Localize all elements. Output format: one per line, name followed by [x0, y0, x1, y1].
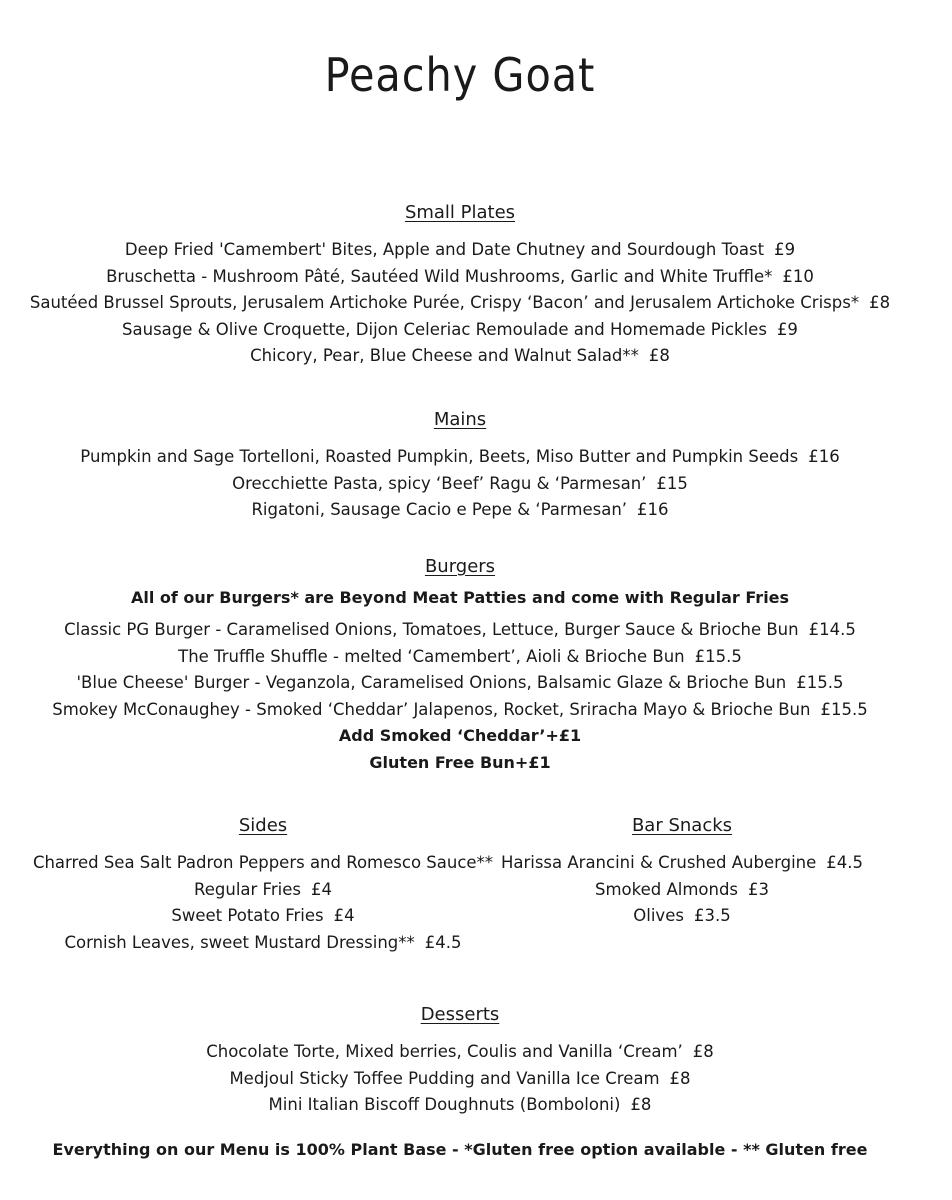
- menu-item-name: Medjoul Sticky Toffee Pudding and Vanilla Ice Cream: [229, 1068, 660, 1088]
- menu-item: [0, 697, 920, 724]
- menu-item-price: £16: [637, 500, 669, 519]
- menu-item-name: Gluten Free Bun: [369, 752, 515, 772]
- menu-item: [482, 877, 882, 904]
- menu-item-price: +£1: [545, 726, 582, 745]
- menu-item: [0, 317, 920, 344]
- menu-item-price: £4.5: [826, 853, 864, 872]
- menu-item: [0, 444, 920, 471]
- menu-item: [0, 497, 920, 524]
- section-heading-small-plates: Small Plates: [404, 202, 516, 223]
- section-heading-sides: Sides: [238, 815, 288, 836]
- menu-item-price: £8: [869, 293, 891, 312]
- menu-item-name: Rigatoni, Sausage Cacio e Pepe & ‘Parmesan’: [251, 500, 628, 519]
- menu-item: [0, 877, 526, 904]
- addon-item: [0, 750, 920, 777]
- menu-item: [0, 670, 920, 697]
- menu-item-name: Classic PG Burger - Caramelised Onions, Tomatoes, Lettuce, Burger Sauce & Brioche Bun: [64, 620, 799, 639]
- section-heading-bar-snacks: Bar Snacks: [631, 815, 733, 836]
- menu-item-name: Chicory, Pear, Blue Cheese and Walnut Salad**: [250, 346, 639, 365]
- menu-item: [0, 930, 526, 957]
- menu-item-price: £10: [782, 266, 814, 286]
- menu-item-name: Mini Italian Biscoff Doughnuts (Bomboloni): [268, 1095, 621, 1114]
- menu-item: [0, 1039, 920, 1066]
- menu-item-price: £16: [808, 447, 840, 466]
- menu-item: [0, 850, 526, 877]
- menu-item-price: £8: [692, 1042, 714, 1061]
- menu-item-price: £8: [669, 1068, 691, 1088]
- menu-item-price: £15.5: [694, 646, 742, 666]
- menu-list: [0, 850, 526, 956]
- menu-list: [0, 444, 920, 524]
- addon-list: [0, 723, 920, 776]
- section-heading-mains: Mains: [433, 409, 487, 430]
- menu-item: [0, 237, 920, 264]
- menu-item-name: Regular Fries: [194, 879, 301, 899]
- menu-item: [0, 290, 920, 317]
- menu-item-name: Deep Fried 'Camembert' Bites, Apple and Date Chutney and Sourdough Toast: [124, 240, 765, 259]
- burger-note: All of our Burgers* are Beyond Meat Patties and come with Regular Fries: [130, 588, 790, 607]
- menu-item: [0, 343, 920, 370]
- section-sides: [0, 815, 526, 956]
- menu-item-price: £8: [630, 1095, 652, 1114]
- menu-item-name: Smoked Almonds: [594, 879, 739, 899]
- menu-item-name: Add Smoked ‘Cheddar’: [338, 726, 546, 745]
- menu-item-price: £15: [656, 473, 688, 493]
- section-mains: [0, 409, 920, 524]
- menu-item-name: 'Blue Cheese' Burger - Veganzola, Caramelised Onions, Balsamic Glaze & Brioche Bun: [76, 673, 787, 692]
- menu-item: [0, 264, 920, 291]
- section-bar-snacks: [482, 815, 882, 930]
- menu-item: [0, 1092, 920, 1119]
- menu-item-price: £4: [333, 906, 355, 925]
- menu-item-name: Pumpkin and Sage Tortelloni, Roasted Pumpkin, Beets, Miso Butter and Pumpkin Seeds: [80, 447, 799, 466]
- menu-item-name: Harissa Arancini & Crushed Aubergine: [500, 853, 817, 872]
- section-heading-burgers: Burgers: [424, 556, 496, 577]
- menu-list: [0, 1039, 920, 1119]
- menu-item-name: Sautéed Brussel Sprouts, Jerusalem Artichoke Purée, Crispy ‘Bacon’ and Jerusalem Artichoke Crisps*: [29, 293, 860, 312]
- menu-list: [482, 850, 882, 930]
- restaurant-logo: Peachy Goat: [324, 48, 596, 102]
- menu-item-price: £9: [776, 319, 798, 339]
- menu-item-price: £15.5: [796, 673, 844, 692]
- menu-item-name: Sausage & Olive Croquette, Dijon Celeriac Remoulade and Homemade Pickles: [122, 319, 767, 339]
- menu-item-name: Cornish Leaves, sweet Mustard Dressing**: [64, 932, 415, 952]
- menu-item: [0, 1066, 920, 1093]
- menu-item-name: Chocolate Torte, Mixed berries, Coulis and Vanilla ‘Cream’: [206, 1042, 683, 1061]
- menu-item-price: £3.5: [693, 906, 731, 925]
- menu-item-price: £3: [748, 879, 770, 899]
- menu-item-name: Bruschetta - Mushroom Pâté, Sautéed Wild Mushrooms, Garlic and White Truffle*: [106, 266, 773, 286]
- menu-list: [0, 237, 920, 370]
- section-burgers: [0, 556, 920, 776]
- menu-item-price: £4: [310, 879, 332, 899]
- section-heading-desserts: Desserts: [420, 1004, 500, 1025]
- menu-item-name: Orecchiette Pasta, spicy ‘Beef’ Ragu & ‘Parmesan’: [232, 473, 647, 493]
- menu-item: [0, 903, 526, 930]
- menu-item: [482, 903, 882, 930]
- menu-item-name: Sweet Potato Fries: [171, 906, 324, 925]
- menu-item-name: Smokey McConaughey - Smoked ‘Cheddar’ Jalapenos, Rocket, Sriracha Mayo & Brioche Bun: [52, 699, 811, 719]
- menu-item-price: £4.5: [424, 932, 462, 952]
- menu-item-name: The Truffle Shuffle - melted ‘Camembert’, Aioli & Brioche Bun: [178, 646, 685, 666]
- section-desserts: [0, 1004, 920, 1119]
- menu-item-price: +£1: [514, 752, 551, 772]
- menu-item-name: Olives: [633, 906, 684, 925]
- section-small-plates: [0, 202, 920, 370]
- menu-item: [0, 617, 920, 644]
- menu-item-price: £8: [648, 346, 670, 365]
- menu-item-price: £9: [774, 240, 796, 259]
- menu-item-price: £14.5: [808, 620, 856, 639]
- dietary-footer-note: Everything on our Menu is 100% Plant Base - *Gluten free option available - ** Gluten free: [52, 1140, 868, 1159]
- addon-item: [0, 723, 920, 750]
- menu-item-price: £15.5: [820, 699, 868, 719]
- menu-item: [482, 850, 882, 877]
- menu-list: [0, 617, 920, 723]
- menu-item-name: Charred Sea Salt Padron Peppers and Romesco Sauce**: [32, 853, 494, 872]
- menu-item: [0, 644, 920, 671]
- menu-item: [0, 471, 920, 498]
